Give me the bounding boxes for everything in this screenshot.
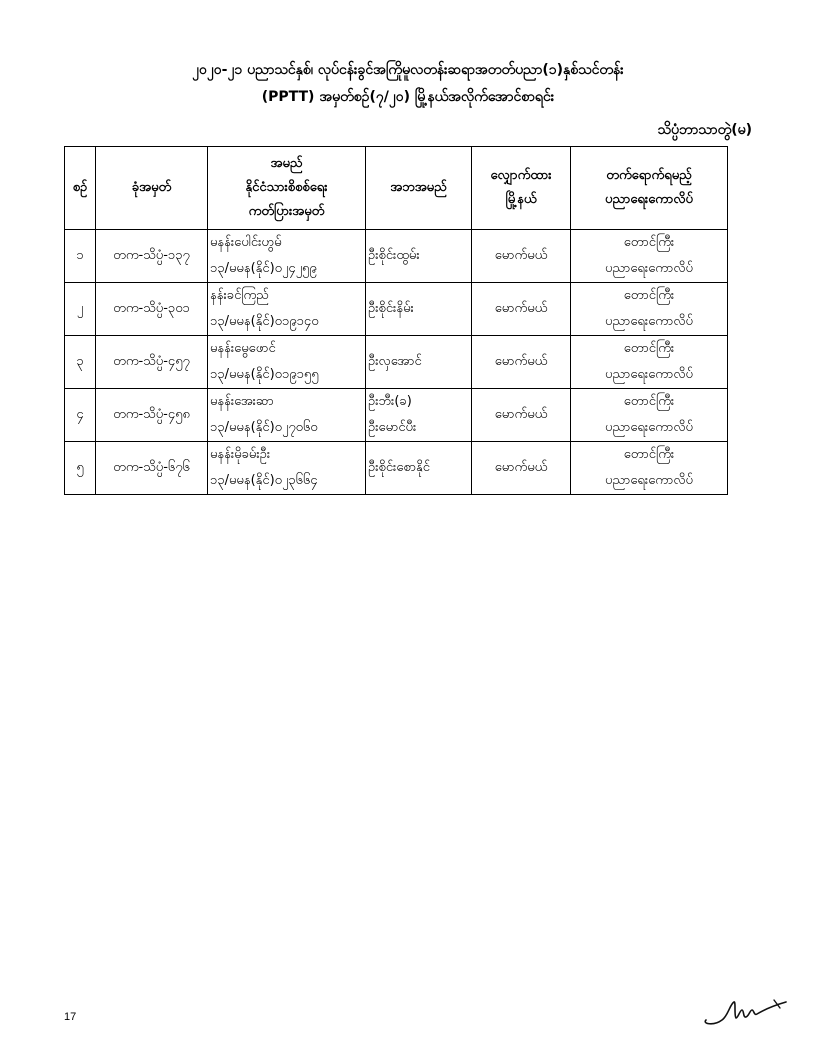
table-row <box>65 283 728 336</box>
cell-serial: ၅ <box>65 442 96 495</box>
cell-college <box>571 442 728 495</box>
cell-father <box>366 389 472 442</box>
document-title: ၂၀၂၀-၂၁ ပညာသင်နှစ်၊ လုပ်ငန်းခွင်အကြိုမူလတန်းဆရာအတတ်ပညာ(၁)နှစ်သင်တန်း <box>192 62 624 78</box>
signature-mark <box>700 992 790 1028</box>
cell-father-name-alt: ဦးမောင်ပီး <box>368 420 417 435</box>
cell-father-name: ဦးစိုင်းစောနိုင် <box>368 460 430 475</box>
cell-serial: ၂ <box>65 283 96 336</box>
cell-father <box>366 230 472 283</box>
cell-township: မောက်မယ် <box>472 389 571 442</box>
cell-roll-no: တက-သိပ္ပံ-၄၅၇ <box>96 336 208 389</box>
header-serial: စဉ် <box>65 147 96 230</box>
table-row <box>65 389 728 442</box>
header-township-line2: မြို့နယ် <box>505 192 537 207</box>
cell-roll-no: တက-သိပ္ပံ-၆၇၆ <box>96 442 208 495</box>
cell-nrc: ၁၃/မမန(နိုင်)၀၁၉၁၅၅ <box>210 367 319 382</box>
cell-college-line1: တောင်ကြီး <box>623 341 675 356</box>
results-table <box>64 146 728 495</box>
cell-father-name: ဦးလှအောင် <box>368 354 422 369</box>
cell-nrc: ၁၃/မမန(နိုင်)၀၂၃၆၆၄ <box>210 473 318 488</box>
table-row <box>65 230 728 283</box>
cell-serial: ၄ <box>65 389 96 442</box>
header-college-line1: တက်ရောက်ရမည့် <box>606 168 692 183</box>
cell-college-line2: ပညာရေးကောလိပ် <box>605 473 693 488</box>
cell-name: မနန်းပေါင်းဟွမ် <box>210 235 282 250</box>
cell-township: မောက်မယ် <box>472 336 571 389</box>
cell-college-line2: ပညာရေးကောလိပ် <box>605 314 693 329</box>
cell-name-nrc <box>208 283 366 336</box>
cell-college <box>571 283 728 336</box>
header-college-line2: ပညာရေးကောလိပ် <box>605 192 693 207</box>
cell-college-line1: တောင်ကြီး <box>623 394 675 409</box>
header-name-nrc <box>208 147 366 230</box>
header-name: အမည် <box>270 156 303 171</box>
cell-college-line2: ပညာရေးကောလိပ် <box>605 261 693 276</box>
page-number: 17 <box>64 1011 77 1023</box>
header-township <box>472 147 571 230</box>
cell-township: မောက်မယ် <box>472 283 571 336</box>
cell-father-name: ဦးစိုင်းထွမ်း <box>368 248 420 263</box>
cell-college-line1: တောင်ကြီး <box>623 235 675 250</box>
cell-name-nrc <box>208 442 366 495</box>
cell-college <box>571 336 728 389</box>
table-row <box>65 442 728 495</box>
cell-serial: ၁ <box>65 230 96 283</box>
cell-name: မနန်းမွေဖောင် <box>210 341 276 356</box>
cell-college-line1: တောင်ကြီး <box>623 288 675 303</box>
cell-father <box>366 336 472 389</box>
cell-father <box>366 442 472 495</box>
cell-township: မောက်မယ် <box>472 230 571 283</box>
header-father-name: အဘအမည် <box>366 147 472 230</box>
header-nrc-line2: ကတ်ပြားအမှတ် <box>248 204 325 219</box>
cell-nrc: ၁၃/မမန(နိုင်)၀၂၄၂၅၉ <box>210 261 317 276</box>
cell-college <box>571 230 728 283</box>
cell-name-nrc <box>208 336 366 389</box>
cell-name-nrc <box>208 230 366 283</box>
cell-college-line2: ပညာရေးကောလိပ် <box>605 367 693 382</box>
cell-roll-no: တက-သိပ္ပံ-၄၅၈ <box>96 389 208 442</box>
cell-township: မောက်မယ် <box>472 442 571 495</box>
cell-college <box>571 389 728 442</box>
department-label: သိပ္ပံဘာသာတွဲ(မ) <box>657 122 752 138</box>
table-header-row <box>65 147 728 230</box>
header-nrc-line1: နိုင်ငံသားစိစစ်ရေး <box>245 180 328 195</box>
document-subtitle: (PPTT) အမှတ်စဉ်(၇/၂၀) မြို့နယ်အလိုက်အောင်စာရင်း <box>261 89 555 105</box>
cell-name: မနန်းမိုခမ်းဦး <box>210 447 271 462</box>
cell-college-line1: တောင်ကြီး <box>623 447 675 462</box>
cell-name: မနန်းအေးဆာ <box>210 394 274 409</box>
cell-nrc: ၁၃/မမန(နိုင်)၀၂၇၀၆၀ <box>210 420 318 435</box>
cell-father-name: ဦးစိုင်းနိမ်း <box>368 301 414 316</box>
cell-serial: ၃ <box>65 336 96 389</box>
header-college <box>571 147 728 230</box>
cell-roll-no: တက-သိပ္ပံ-၃၀၁ <box>96 283 208 336</box>
header-roll-no: ခုံအမှတ် <box>96 147 208 230</box>
table-row <box>65 336 728 389</box>
cell-college-line2: ပညာရေးကောလိပ် <box>605 420 693 435</box>
cell-father <box>366 283 472 336</box>
cell-name-nrc <box>208 389 366 442</box>
cell-name: နန်းခင်ကြည် <box>210 288 269 303</box>
cell-father-name: ဦးဘီး(ခ) <box>368 394 412 409</box>
cell-nrc: ၁၃/မမန(နိုင်)၀၁၉၁၄၀ <box>210 314 319 329</box>
header-township-line1: လျှောက်ထား <box>490 168 552 183</box>
cell-roll-no: တက-သိပ္ပံ-၁၃၇ <box>96 230 208 283</box>
